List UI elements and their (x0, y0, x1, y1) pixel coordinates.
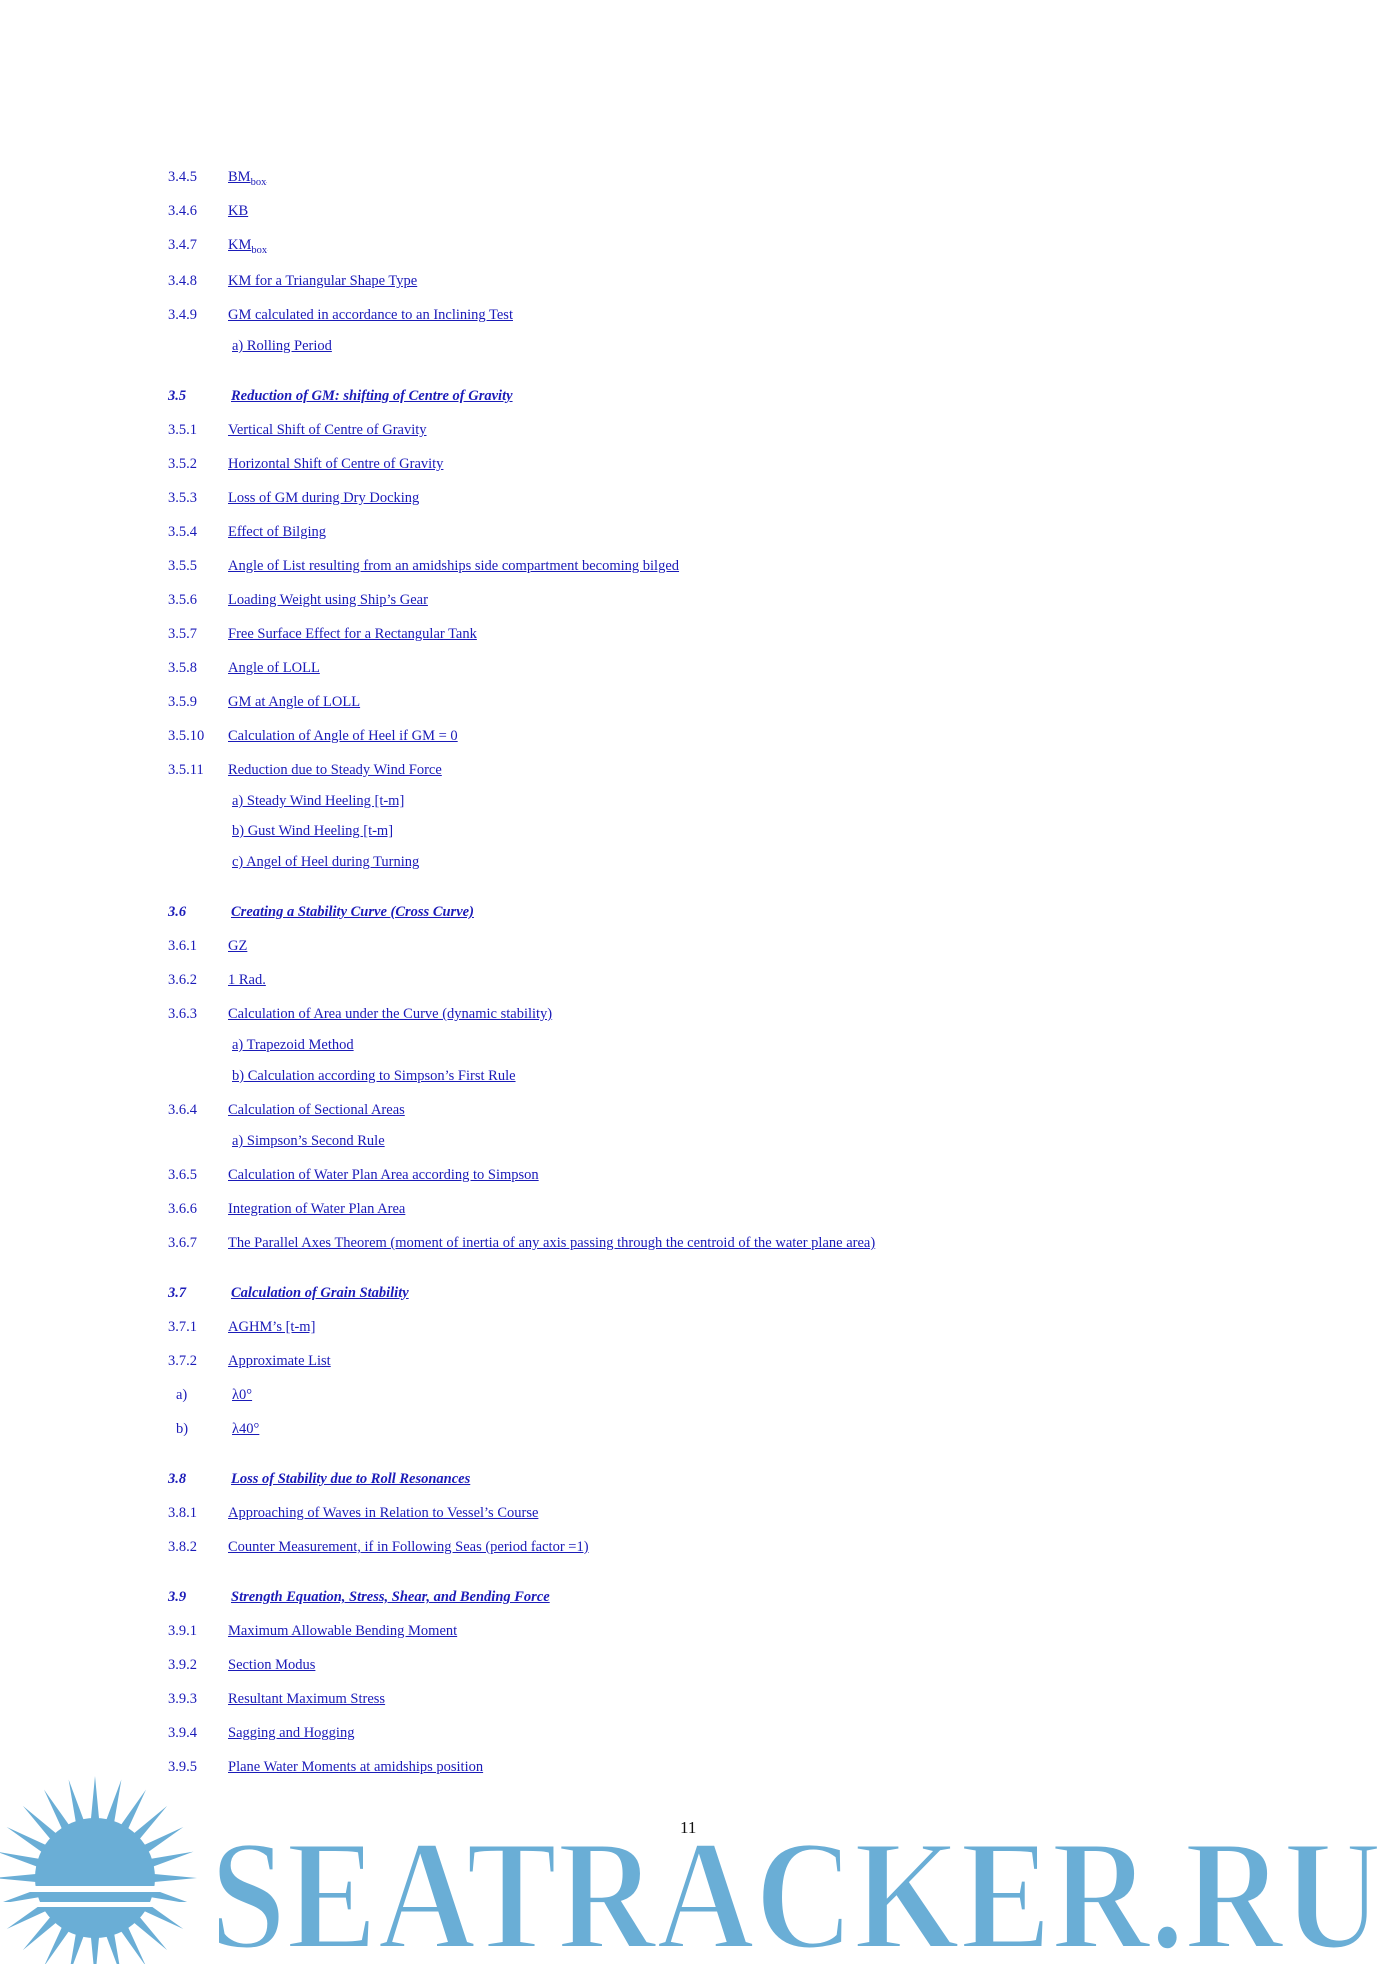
toc-entry-number: 3.8.1 (168, 1505, 197, 1521)
toc-section-entry[interactable] (168, 1284, 409, 1302)
toc-entry-number: 3.9.5 (168, 1759, 197, 1775)
toc-entry[interactable] (168, 202, 248, 220)
toc-entry[interactable] (168, 421, 427, 439)
toc-entry[interactable] (168, 761, 442, 779)
toc-entry-title: Section Modus (228, 1657, 316, 1673)
toc-entry-number: 3.5.5 (168, 558, 197, 574)
toc-entry[interactable] (232, 822, 393, 840)
toc-entry-title: 1 Rad. (228, 972, 266, 988)
toc-entry[interactable] (232, 1132, 385, 1150)
toc-entry[interactable] (168, 693, 360, 711)
toc-entry-number: 3.6.1 (168, 938, 197, 954)
toc-entry-title: Approaching of Waves in Relation to Vessel’s Course (228, 1505, 539, 1521)
toc-entry-title: a) Trapezoid Method (232, 1037, 354, 1053)
toc-entry[interactable] (232, 1036, 354, 1054)
toc-entry-title: Vertical Shift of Centre of Gravity (228, 422, 427, 438)
toc-entry-number: 3.5.9 (168, 694, 197, 710)
toc-section-entry[interactable] (168, 903, 474, 921)
toc-entry[interactable] (232, 853, 419, 871)
toc-entry-number: 3.5.3 (168, 490, 197, 506)
toc-entry-title: c) Angel of Heel during Turning (232, 854, 420, 870)
toc-entry-number: 3.9.3 (168, 1691, 197, 1707)
toc-entry[interactable] (168, 1622, 457, 1640)
toc-entry[interactable] (168, 306, 513, 324)
toc-entry-number: 3.4.9 (168, 307, 197, 323)
toc-entry-title: a) Rolling Period (232, 338, 332, 354)
toc-entry-subscript: box (251, 244, 268, 256)
toc-entry[interactable] (176, 1420, 259, 1438)
toc-entry-title: Loss of Stability due to Roll Resonances (231, 1471, 471, 1487)
toc-entry[interactable] (168, 1234, 875, 1252)
toc-entry-title: Horizontal Shift of Centre of Gravity (228, 456, 444, 472)
toc-entry-title: Plane Water Moments at amidships position (228, 1759, 484, 1775)
toc-section-entry[interactable] (168, 387, 513, 405)
toc-entry-title: Free Surface Effect for a Rectangular Tank (228, 626, 477, 642)
toc-entry[interactable] (168, 1318, 315, 1336)
toc-entry[interactable] (168, 1200, 405, 1218)
toc-entry[interactable] (168, 727, 458, 745)
toc-entry-number: 3.5.6 (168, 592, 197, 608)
toc-entry-number: 3.7.2 (168, 1353, 197, 1369)
seatracker-watermark (0, 1760, 1389, 1964)
toc-entry-title: Calculation of Grain Stability (231, 1285, 409, 1301)
toc-entry[interactable] (232, 337, 332, 355)
toc-entry-number: 3.7 (168, 1285, 187, 1301)
page-number: 11 (680, 1818, 697, 1837)
toc-entry[interactable] (168, 971, 266, 989)
toc-entry[interactable] (168, 489, 419, 507)
toc-entry-number: 3.4.5 (168, 169, 197, 185)
toc-entry-number: 3.9.4 (168, 1725, 197, 1741)
toc-entry-title: GZ (228, 938, 248, 954)
toc-entry-title: Calculation of Area under the Curve (dynamic stability) (228, 1006, 553, 1022)
toc-entry[interactable] (168, 557, 679, 575)
toc-entry-number: 3.6.2 (168, 972, 197, 988)
toc-entry[interactable] (168, 1656, 315, 1674)
toc-entry-number: 3.8.2 (168, 1539, 197, 1555)
sun-burst-icon (0, 1776, 200, 1964)
toc-entry[interactable] (232, 1067, 516, 1085)
toc-entry-title: KM for a Triangular Shape Type (228, 273, 418, 289)
toc-entry-number: 3.5.11 (168, 762, 204, 778)
toc-entry-title: AGHM’s [t-m] (228, 1319, 316, 1335)
toc-entry-title: Loading Weight using Ship’s Gear (228, 592, 428, 608)
toc-entry-number: 3.9.2 (168, 1657, 197, 1673)
toc-entry[interactable] (168, 1724, 354, 1742)
toc-entry-number: a) (176, 1387, 188, 1403)
toc-entry-number: 3.7.1 (168, 1319, 197, 1335)
toc-entry-number: 3.6.7 (168, 1235, 197, 1251)
toc-entry[interactable] (168, 591, 428, 609)
toc-entry[interactable] (168, 1166, 539, 1184)
toc-entry-title: Resultant Maximum Stress (228, 1691, 386, 1707)
toc-entry-title: Effect of Bilging (228, 524, 326, 540)
toc-entry-title: Reduction due to Steady Wind Force (228, 762, 442, 778)
toc-entry-title: Calculation of Water Plan Area according to Simpson (228, 1167, 539, 1183)
toc-entry-title: The Parallel Axes Theorem (moment of inertia of any axis passing through the centroid of the water plane area) (228, 1235, 876, 1251)
toc-entry-title: Maximum Allowable Bending Moment (228, 1623, 458, 1639)
toc-entry-title: BM (228, 169, 251, 185)
toc-entry-number: 3.4.7 (168, 237, 197, 253)
toc-entry[interactable] (168, 1538, 589, 1556)
toc-entry[interactable] (168, 272, 417, 290)
toc-entry-number: 3.5.1 (168, 422, 197, 438)
toc-entry-number: 3.9.1 (168, 1623, 197, 1639)
toc-entry-number: 3.6.4 (168, 1102, 197, 1118)
toc-entry-title: a) Steady Wind Heeling [t-m] (232, 793, 405, 809)
toc-entry[interactable] (168, 1101, 405, 1119)
watermark-text: SEATRACKER.RU (210, 1808, 1382, 1964)
toc-entry-title: b) Gust Wind Heeling [t-m] (232, 823, 394, 839)
toc-entry[interactable] (168, 1005, 552, 1023)
toc-entry-title: Strength Equation, Stress, Shear, and Bending Force (231, 1589, 550, 1605)
toc-entry-number: 3.6.6 (168, 1201, 197, 1217)
toc-entry-title: Creating a Stability Curve (Cross Curve) (231, 904, 474, 920)
toc-section-entry[interactable] (168, 1588, 550, 1606)
toc-entry-title: Calculation of Sectional Areas (228, 1102, 405, 1118)
toc-entry[interactable] (168, 659, 320, 677)
toc-entry-number: 3.5.10 (168, 728, 205, 744)
toc-entry[interactable] (168, 523, 326, 541)
toc-entry-number: 3.8 (168, 1471, 187, 1487)
toc-entry-title: Integration of Water Plan Area (228, 1201, 406, 1217)
toc-entry[interactable] (168, 455, 443, 473)
toc-entry-number: 3.5.4 (168, 524, 197, 540)
toc-entry-number: 3.6 (168, 904, 187, 920)
toc-entry-title: KB (228, 203, 249, 219)
toc-entry[interactable] (168, 168, 266, 192)
toc-entry-title: λ0° (232, 1387, 253, 1403)
toc-entry-number: 3.4.6 (168, 203, 197, 219)
toc-entry-title: GM at Angle of LOLL (228, 694, 361, 710)
toc-entry-title: λ40° (232, 1421, 260, 1437)
toc-entry-title: Angle of LOLL (228, 660, 320, 676)
toc-entry-number: 3.5 (168, 388, 187, 404)
toc-entry[interactable] (168, 625, 477, 643)
toc-entry-title: Loss of GM during Dry Docking (228, 490, 420, 506)
toc-entry-title: b) Calculation according to Simpson’s First Rule (232, 1068, 516, 1084)
toc-entry-number: 3.6.3 (168, 1006, 197, 1022)
toc-entry[interactable] (176, 1386, 252, 1404)
toc-entry-title: Calculation of Angle of Heel if GM = 0 (228, 728, 458, 744)
toc-entry-title: Approximate List (228, 1353, 331, 1369)
toc-entry[interactable] (232, 792, 404, 810)
toc-entry-title: GM calculated in accordance to an Inclining Test (228, 307, 513, 323)
toc-entry[interactable] (168, 236, 267, 260)
toc-entry-subscript: box (250, 176, 267, 188)
toc-entry[interactable] (168, 1690, 385, 1708)
toc-entry-number: 3.4.8 (168, 273, 197, 289)
toc-entry-title: Sagging and Hogging (228, 1725, 355, 1741)
toc-entry[interactable] (168, 1352, 331, 1370)
toc-entry-number: b) (176, 1421, 189, 1437)
toc-entry-number: 3.5.7 (168, 626, 197, 642)
toc-entry-title: a) Simpson’s Second Rule (232, 1133, 385, 1149)
toc-entry-number: 3.5.8 (168, 660, 197, 676)
toc-entry-title: Angle of List resulting from an amidships side compartment becoming bilged (228, 558, 680, 574)
toc-entry-number: 3.5.2 (168, 456, 197, 472)
toc-entry-title: KM (228, 237, 252, 253)
toc-entry-number: 3.9 (168, 1589, 187, 1605)
toc-entry[interactable] (168, 937, 247, 955)
toc-entry[interactable] (168, 1504, 538, 1522)
toc-entry-number: 3.6.5 (168, 1167, 197, 1183)
toc-section-entry[interactable] (168, 1470, 470, 1488)
toc-entry-title: Counter Measurement, if in Following Seas (period factor =1) (228, 1539, 589, 1555)
toc-entry-title: Reduction of GM: shifting of Centre of Gravity (231, 388, 513, 404)
